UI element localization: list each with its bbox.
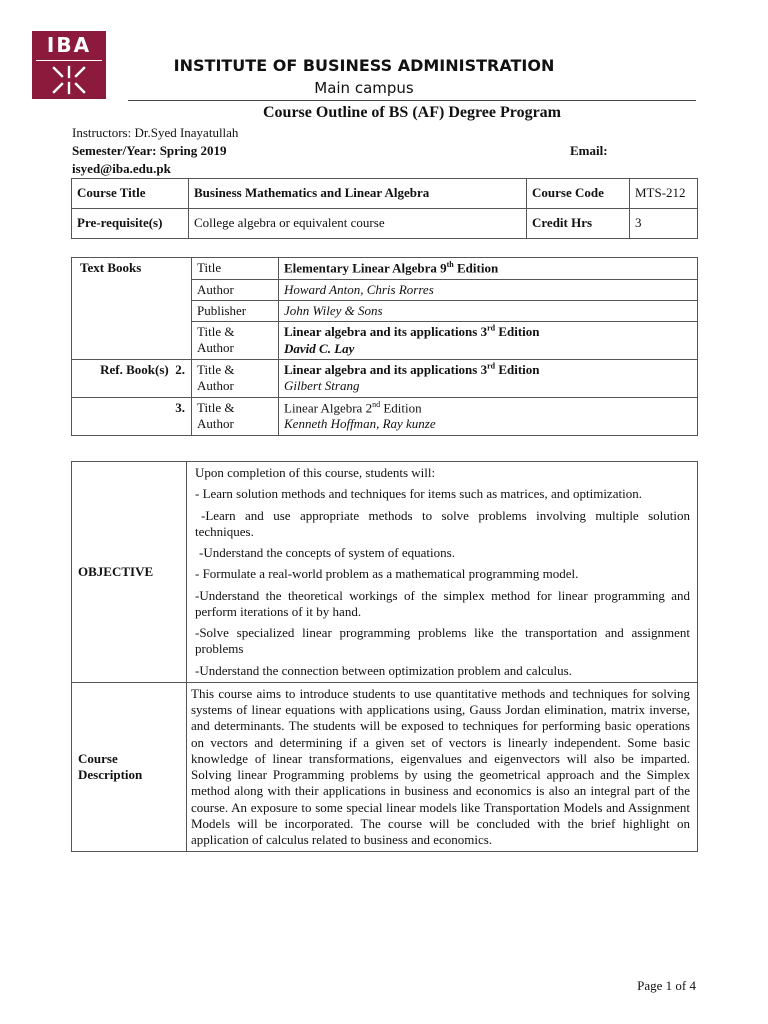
tb1-title-label: Title [192, 258, 279, 280]
email-value: isyed@iba.edu.pk [72, 161, 171, 176]
objective-content [187, 462, 698, 683]
objective-item: - Formulate a real-world problem as a mathematical programming model. [195, 566, 579, 582]
logo-text: IBA [46, 33, 92, 57]
books-table [71, 257, 698, 436]
prereq-label: Pre-requisite(s) [72, 209, 189, 239]
description-label: Course Description [72, 682, 187, 852]
objective-item: -Learn and use appropriate methods to solve problems involving multiple solution techniques. [195, 507, 690, 539]
objective-item: -Understand the connection between optimization problem and calculus. [195, 662, 572, 678]
page-number: Page 1 of 4 [637, 978, 696, 993]
objective-item: -Understand the theoretical workings of the simplex method for linear programming and perform iterations of it by hand. [195, 587, 690, 619]
page-title: Course Outline of BS (AF) Degree Program [262, 104, 561, 121]
header-rule [128, 100, 696, 101]
institute-name: INSTITUTE OF BUSINESS ADMINISTRATION [173, 56, 555, 75]
tb1-author-label: Author [192, 279, 279, 300]
ref-book-3-number: 3. [72, 397, 192, 435]
campus-name: Main campus [314, 79, 414, 97]
course-info-table [71, 178, 698, 239]
objective-item: -Understand the concepts of system of equations. [199, 545, 455, 560]
course-code-value: MTS-212 [630, 179, 698, 209]
credit-label: Credit Hrs [527, 209, 630, 239]
objective-table [71, 461, 698, 852]
email-label: Email: [570, 143, 608, 158]
rb2-title-author-label: Title & Author [192, 359, 279, 397]
objective-intro: Upon completion of this course, students will: [195, 465, 436, 480]
semester-line: Semester/Year: Spring 2019 [72, 143, 227, 158]
tb1-title: Elementary Linear Algebra 9th Edition [279, 258, 698, 280]
rb3-entry: Linear Algebra 2nd Edition Kenneth Hoffman, Ray kunze [279, 397, 698, 435]
course-code-label: Course Code [527, 179, 630, 209]
course-title-value: Business Mathematics and Linear Algebra [189, 179, 527, 209]
iba-logo [32, 31, 106, 99]
tb1-publisher-label: Publisher [192, 300, 279, 321]
tb2-title-author-label: Title & Author [192, 322, 279, 360]
objective-item: - Learn solution methods and techniques for items such as matrices, and optimization. [195, 486, 642, 502]
prereq-value: College algebra or equivalent course [189, 209, 527, 239]
iba-emblem-icon [51, 65, 87, 95]
objective-item: -Solve specialized linear programming problems like the transportation and assignment problems [195, 625, 690, 657]
credit-value: 3 [630, 209, 698, 239]
tb2-entry: Linear algebra and its applications 3rd Edition David C. Lay [279, 322, 698, 360]
rb3-title-author-label: Title & Author [192, 397, 279, 435]
rb2-entry: Linear algebra and its applications 3rd Edition Gilbert Strang [279, 359, 698, 397]
tb1-publisher: John Wiley & Sons [279, 300, 698, 321]
ref-books-label: Ref. Book(s) 2. [72, 359, 192, 397]
text-books-label: Text Books [72, 258, 192, 360]
objective-label: OBJECTIVE [72, 462, 187, 683]
tb1-author: Howard Anton, Chris Rorres [279, 279, 698, 300]
instructors-line: Instructors: Dr.Syed Inayatullah [72, 125, 239, 140]
logo-divider [36, 60, 102, 61]
course-title-label: Course Title [72, 179, 189, 209]
description-text: This course aims to introduce students to use quantitative methods and techniques for solving systems of linear equations with applications using, Gauss Jordan elimination, matrix inverse, and determinants. The students will be exposed to techniques for performing basic operations on vectors and determining if a given set of vectors is linearly independent. Some basic knowledge of linear transformations, eigenvalues and eigenvectors will also be imparted. Solving linear Programming problems by using the geometrical approach and the Simplex method along with their applications in business and economics is also an integral part of the course. An exposure to some special linear models like Transportation Models and Assignment Models will be incorporated. The course will be concluded with the brief highlight on application of calculus related to business and economics. [187, 682, 698, 852]
